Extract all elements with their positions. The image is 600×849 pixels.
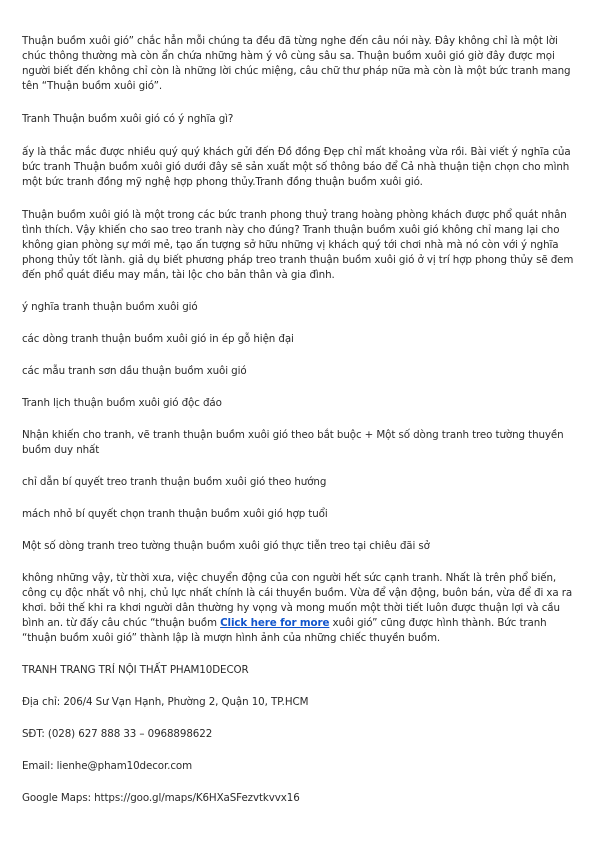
list-item-oil-painting: các mẫu tranh sơn dầu thuận buồm xuôi gió <box>22 365 247 377</box>
intro-paragraph: Thuận buồm xuôi gió” chắc hẳn mỗi chúng ta đều đã từng nghe đến câu nói này. Đây không chỉ là một lời chúc thông thường mà còn ẩn chứa những hàm ý vô cùng sâu sa. Thuận buồm xuôi gió giờ đây được mọi người biết đến không chỉ còn là những lời chúc miệng, câu chữ thư pháp nữa mà còn là một bức tranh mang tên “Thuận buồm xuôi gió”. <box>22 35 571 92</box>
history-paragraph <box>22 571 576 646</box>
list-item-hanging-direction: chỉ dẫn bí quyết treo tranh thuận buồm xuôi gió theo hướng <box>22 476 327 488</box>
list-item-calendar: Tranh lịch thuận buồm xuôi gió độc đáo <box>22 397 222 409</box>
contact-address: Địa chỉ: 206/4 Sư Vạn Hạnh, Phường 2, Quận 10, TP.HCM <box>22 696 309 708</box>
list-item-wood-print: các dòng tranh thuận buồm xuôi gió in ép gỗ hiện đại <box>22 333 294 345</box>
answer-intro-paragraph: ấy là thắc mắc được nhiều quý quý khách gửi đến Đồ đồng Đẹp chỉ mất khoảng vừa rồi. Bài viết ý nghĩa của bức tranh Thuận buồm xuôi gió dưới đây sẽ sản xuất một số thông báo để Cả nhà thuận tiện chọn cho mình một bức tranh đồng mỹ nghệ hợp phong thủy.Tranh đồng thuận buồm xuôi gió. <box>22 146 571 188</box>
click-here-link[interactable]: Click here for more <box>220 617 330 629</box>
list-item-custom-painting: Nhận khiến cho tranh, vẽ tranh thuận buồm xuôi gió theo bắt buộc + Một số dòng tranh treo tường thuyền buồm duy nhất <box>22 429 564 456</box>
contact-phone: SĐT: (028) 627 888 33 – 0968898622 <box>22 728 213 740</box>
list-item-meaning: ý nghĩa tranh thuận buồm xuôi gió <box>22 301 198 313</box>
history-text-after: xuôi gió” cũng được hình thành. Bức tranh “thuận buồm xuôi gió” thành lập là mượn hình ảnh của những chiếc thuyền buồm. <box>22 617 547 644</box>
contact-maps: Google Maps: https://goo.gl/maps/K6HXaSFezvtkvvx16 <box>22 792 300 804</box>
list-item-choose-by-age: mách nhỏ bí quyết chọn tranh thuận buồm xuôi gió hợp tuổi <box>22 508 328 520</box>
question-heading: Tranh Thuận buồm xuôi gió có ý nghĩa gì? <box>22 113 234 125</box>
history-text-before: không những vậy, từ thời xưa, việc chuyển động của con người hết sức cạnh tranh. Nhất là trên phổ biến, công cụ độc nhất vô nhị, chủ lực nhất chính là cái thuyền buồm. Vừa để vận động, buôn bán, vừa để đi xa ra khơi. bởi thế khi ra khơi người dân thường hy vọng và mong muốn một thời tiết luôn được thuận lợi và cầu bình an. từ đấy câu chúc “thuận buồm <box>22 572 573 629</box>
contact-email: Email: lienhe@pham10decor.com <box>22 760 193 772</box>
feng-shui-paragraph: Thuận buồm xuôi gió là một trong các bức tranh phong thuỷ trang hoàng phòng khách được phổ quát nhân tình thích. Vậy khiến cho sao treo tranh này cho đúng? Tranh thuận buồm xuôi gió không chỉ mang lại cho không gian phòng sự mới mẻ, tạo ấn tượng sở hữu những vị khách quý tới chơi nhà mà nó còn với ý nghĩa phong thủy tốt lành. giả dụ biết phương pháp treo tranh thuận buồm xuôi gió ở vị trí hợp phong thủy sẽ đem đến phổ quát điều may mắn, tài lộc cho bản thân và gia đình. <box>22 209 574 281</box>
list-item-office-paintings: Một số dòng tranh treo tường thuận buồm xuôi gió thực tiễn treo tại chiêu đãi sở <box>22 540 430 552</box>
company-name: TRANH TRANG TRÍ NỘI THẤT PHAM10DECOR <box>22 664 249 676</box>
